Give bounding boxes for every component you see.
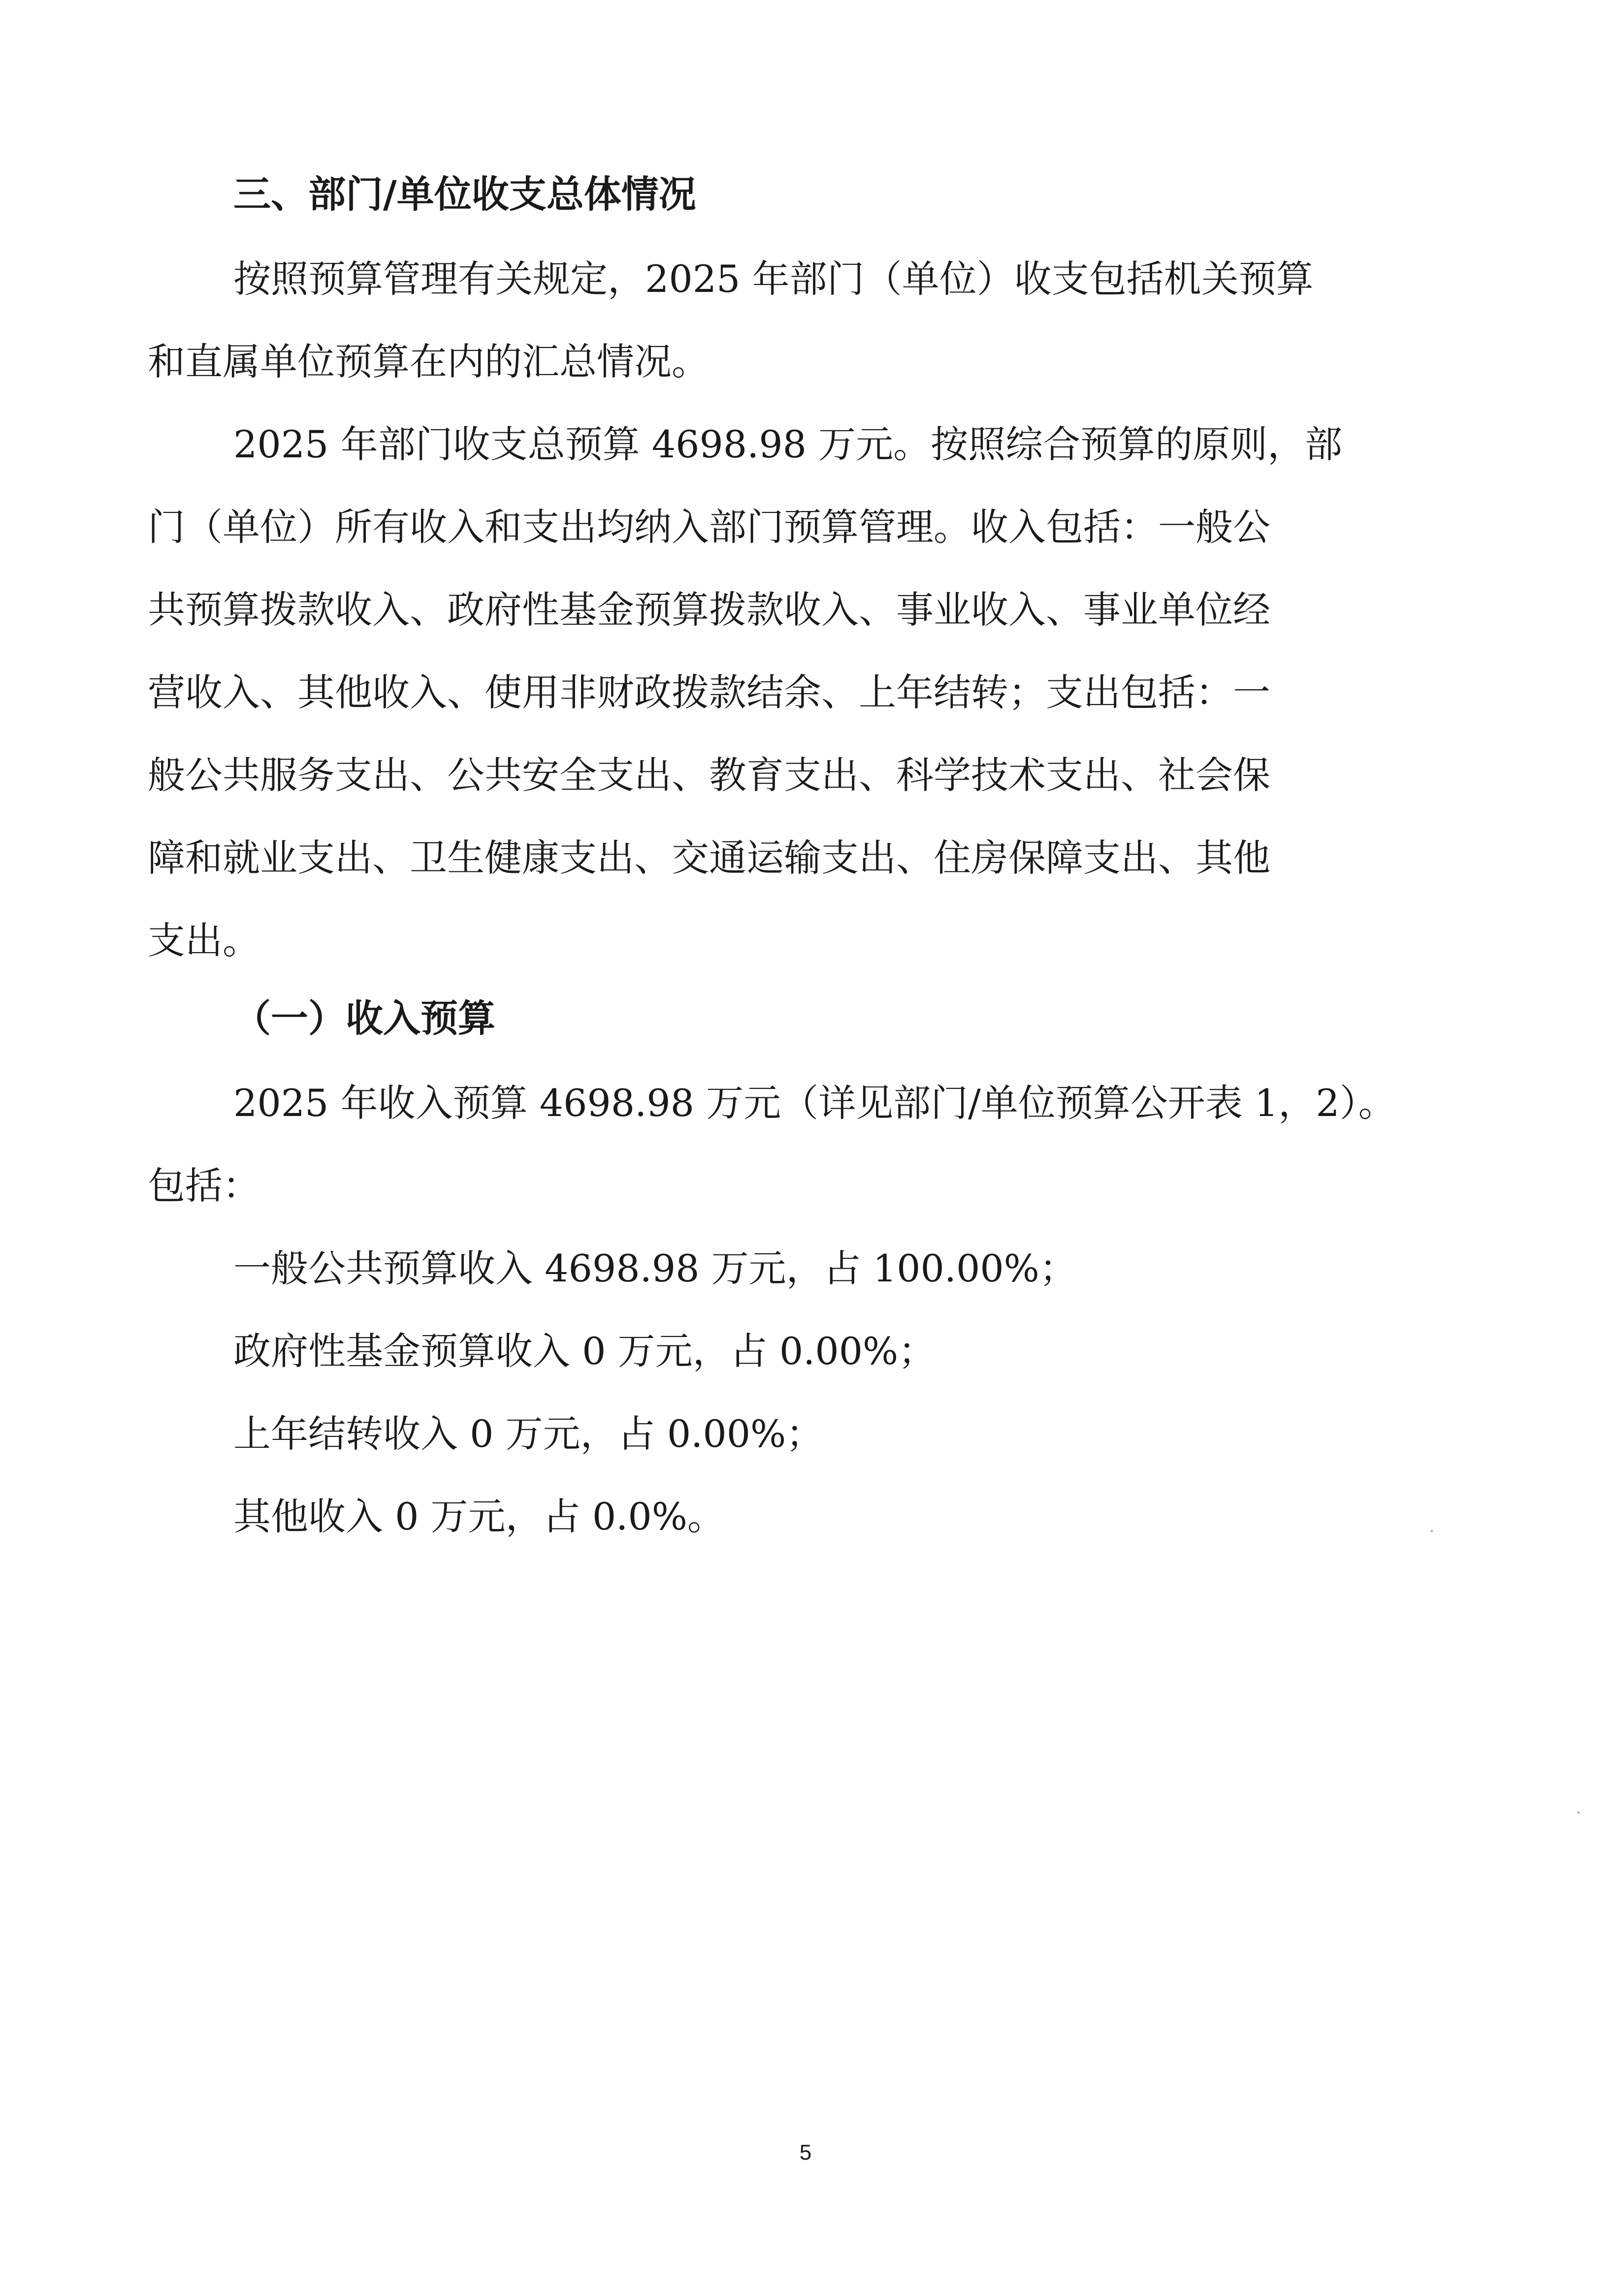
income-item-other-income: 其他收入 0 万元，占 0.0%。 <box>233 1495 725 1538</box>
scan-speck <box>1578 1812 1580 1814</box>
subsection-heading: （一）收入预算 <box>233 996 495 1040</box>
income-item-general-public-budget: 一般公共预算收入 4698.98 万元，占 100.00%； <box>233 1246 1077 1290</box>
paragraph-2-line-4: 营收入、其他收入、使用非财政拨款结余、上年结转；支出包括：一 <box>148 670 1270 714</box>
paragraph-2-line-2: 门（单位）所有收入和支出均纳入部门预算管理。收入包括：一般公 <box>148 505 1270 549</box>
scan-speck <box>1431 1530 1433 1532</box>
income-item-government-fund-budget: 政府性基金预算收入 0 万元，占 0.00%； <box>233 1329 936 1373</box>
paragraph-2-line-1: 2025 年部门收支总预算 4698.98 万元。按照综合预算的原则，部 <box>233 422 1343 466</box>
paragraph-3-line-2: 包括： <box>148 1164 260 1208</box>
paragraph-3-line-1: 2025 年收入预算 4698.98 万元（详见部门/单位预算公开表 1，2）。 <box>233 1081 1396 1125</box>
paragraph-2-line-3: 共预算拨款收入、政府性基金预算拨款收入、事业收入、事业单位经 <box>148 588 1270 632</box>
income-item-prior-year-carryover: 上年结转收入 0 万元，占 0.00%； <box>233 1412 824 1456</box>
page-number: 5 <box>799 2140 812 2165</box>
paragraph-2-line-6: 障和就业支出、卫生健康支出、交通运输支出、住房保障支出、其他 <box>148 836 1270 880</box>
section-heading: 三、部门/单位收支总体情况 <box>233 172 696 216</box>
paragraph-1-line-2: 和直属单位预算在内的汇总情况。 <box>148 340 709 383</box>
paragraph-1-line-1: 按照预算管理有关规定，2025 年部门（单位）收支包括机关预算 <box>233 257 1314 301</box>
paragraph-2-line-7: 支出。 <box>148 919 260 962</box>
paragraph-2-line-5: 般公共服务支出、公共安全支出、教育支出、科学技术支出、社会保 <box>148 753 1270 797</box>
